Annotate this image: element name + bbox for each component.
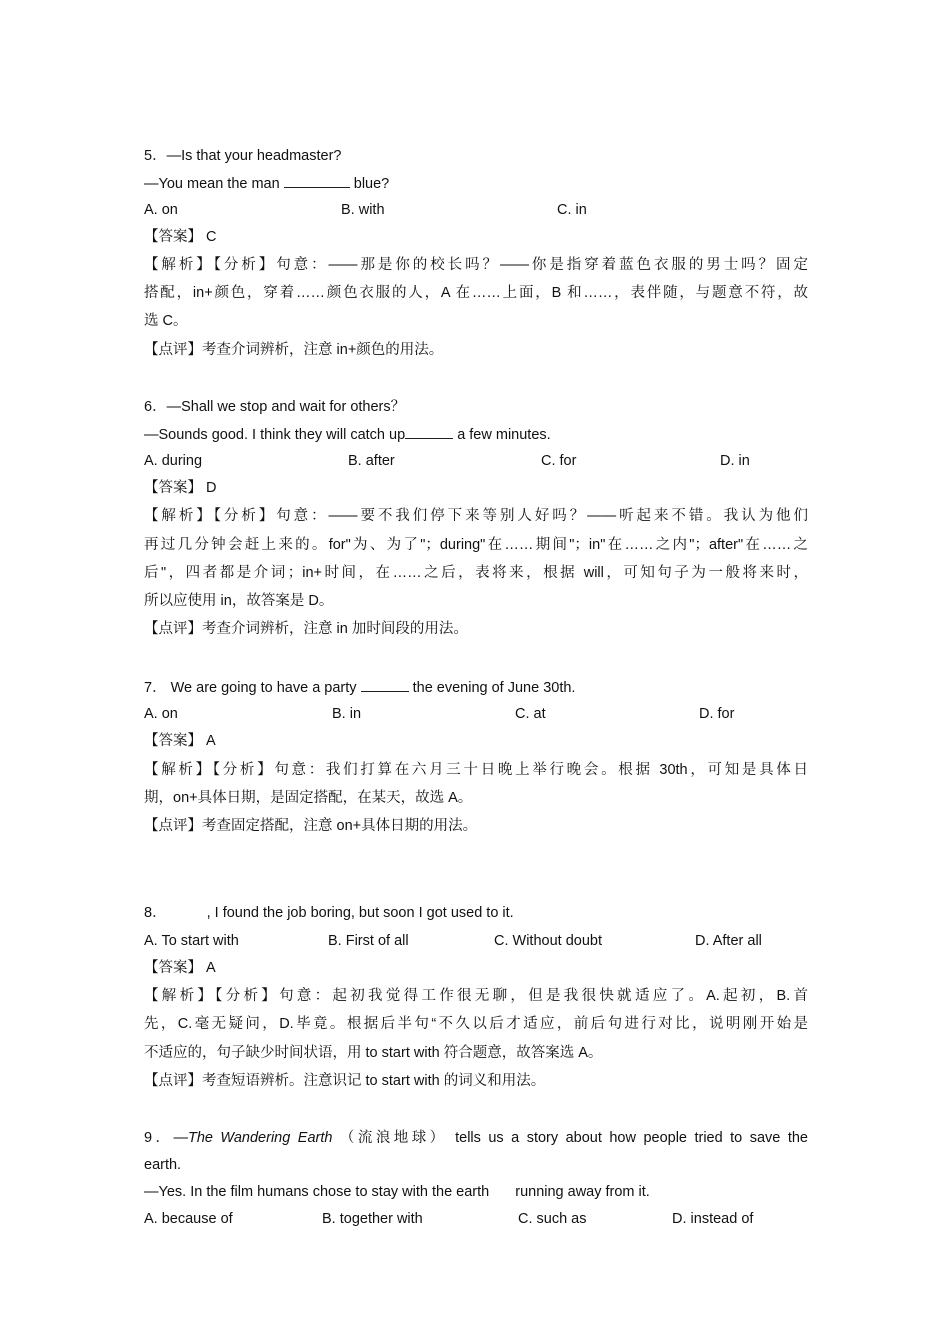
question-5-stem-line-2: —You mean the man blue? [144, 173, 808, 194]
comment: 【点评】考查介词辨析，注意 in+颜色的用法。 [144, 342, 444, 358]
analysis-line: 【解析】【分析】句意：我们打算在六月三十日晚上举行晚会。根据 30th，可知是具体日 [144, 762, 808, 778]
question-number: 5． [144, 148, 167, 164]
option-c: C. in [557, 202, 587, 218]
question-8-stem: 8． , I found the job boring, but soon I got used to it. [144, 905, 514, 921]
question-9-stem-line-2: earth. [144, 1157, 182, 1173]
analysis-line: 所以应使用 in，故答案是 D。 [144, 593, 334, 609]
analysis-line: 搭配，in+颜色，穿着……颜色衣服的人，A 在……上面，B 和……，表伴随，与题意不符，故 [144, 285, 808, 301]
analysis-line: 【解析】【分析】句意：起初我觉得工作很无聊，但是我很快就适应了。A.起初，B.首 [144, 988, 808, 1004]
comment: 【点评】考查介词辨析，注意 in 加时间段的用法。 [144, 621, 468, 637]
answer-blank [284, 173, 350, 188]
answer: 【答案】 A [144, 733, 216, 749]
option-b: B. together with [322, 1211, 423, 1227]
comment: 【点评】考查固定搭配，注意 on+具体日期的用法。 [144, 818, 478, 834]
option-a: A. on [144, 202, 178, 218]
analysis-line: 选 C。 [144, 313, 188, 329]
option-a: A. during [144, 453, 203, 469]
analysis-line: 先，C.毫无疑问，D.毕竟。根据后半句“不久以后才适应，前后句进行对比，说明刚开始是 [144, 1016, 808, 1032]
question-9-stem-line-3: —Yes. In the film humans chose to stay with the earth running away from it. [144, 1184, 650, 1200]
analysis-line: 期，on+具体日期，是固定搭配，在某天，故选 A。 [144, 790, 473, 806]
option-d: D. in [720, 453, 750, 469]
option-c: C. at [515, 706, 546, 722]
question-number: 8． [144, 905, 167, 921]
question-number: 6． [144, 399, 167, 415]
answer-blank [405, 424, 453, 439]
answer-blank [361, 677, 409, 692]
question-9-stem: 9．—The Wandering Earth （流浪地球） tells us a story about how people tried to save the [144, 1130, 808, 1146]
option-b: B. in [332, 706, 362, 722]
answer: 【答案】 C [144, 229, 217, 245]
analysis-line: 【解析】【分析】句意：——那是你的校长吗？——你是指穿着蓝色衣服的男士吗？固定 [144, 257, 808, 273]
answer: 【答案】 D [144, 480, 217, 496]
analysis-line: 不适应的，句子缺少时间状语，用 to start with 符合题意，故答案选 A。 [144, 1045, 603, 1061]
film-title: The Wandering Earth [187, 1130, 333, 1146]
option-b: B. First of all [328, 933, 409, 949]
analysis-line: 后"，四者都是介词；in+时间，在……之后，表将来，根据 will，可知句子为一般将来时， [144, 565, 808, 581]
option-a: A. To start with [144, 933, 239, 949]
question-7-stem: 7． We are going to have a party the evening of June 30th. [144, 677, 808, 698]
answer: 【答案】 A [144, 960, 216, 976]
question-6-stem: 6．—Shall we stop and wait for others？ [144, 399, 406, 415]
option-c: C. for [541, 453, 577, 469]
question-number: 9． [144, 1130, 174, 1146]
comment: 【点评】考查短语辨析。注意识记 to start with 的词义和用法。 [144, 1073, 546, 1089]
option-a: A. because of [144, 1211, 233, 1227]
option-a: A. on [144, 706, 178, 722]
question-number: 7． [144, 680, 167, 696]
option-c: C. such as [518, 1211, 587, 1227]
option-d: D. for [699, 706, 735, 722]
option-c: C. Without doubt [494, 933, 602, 949]
option-d: D. After all [695, 933, 762, 949]
option-d: D. instead of [672, 1211, 754, 1227]
option-b: B. after [348, 453, 395, 469]
analysis-line: 【解析】【分析】句意：——要不我们停下来等别人好吗？——听起来不错。我认为他们 [144, 508, 808, 524]
analysis-line: 再过几分钟会赶上来的。for"为、为了"；during"在……期间"；in"在……之内"；after"在……之 [144, 537, 808, 553]
option-b: B. with [341, 202, 385, 218]
question-6-stem-line-2: —Sounds good. I think they will catch up a few minutes. [144, 424, 808, 445]
question-5-stem: 5．—Is that your headmaster? [144, 148, 342, 164]
